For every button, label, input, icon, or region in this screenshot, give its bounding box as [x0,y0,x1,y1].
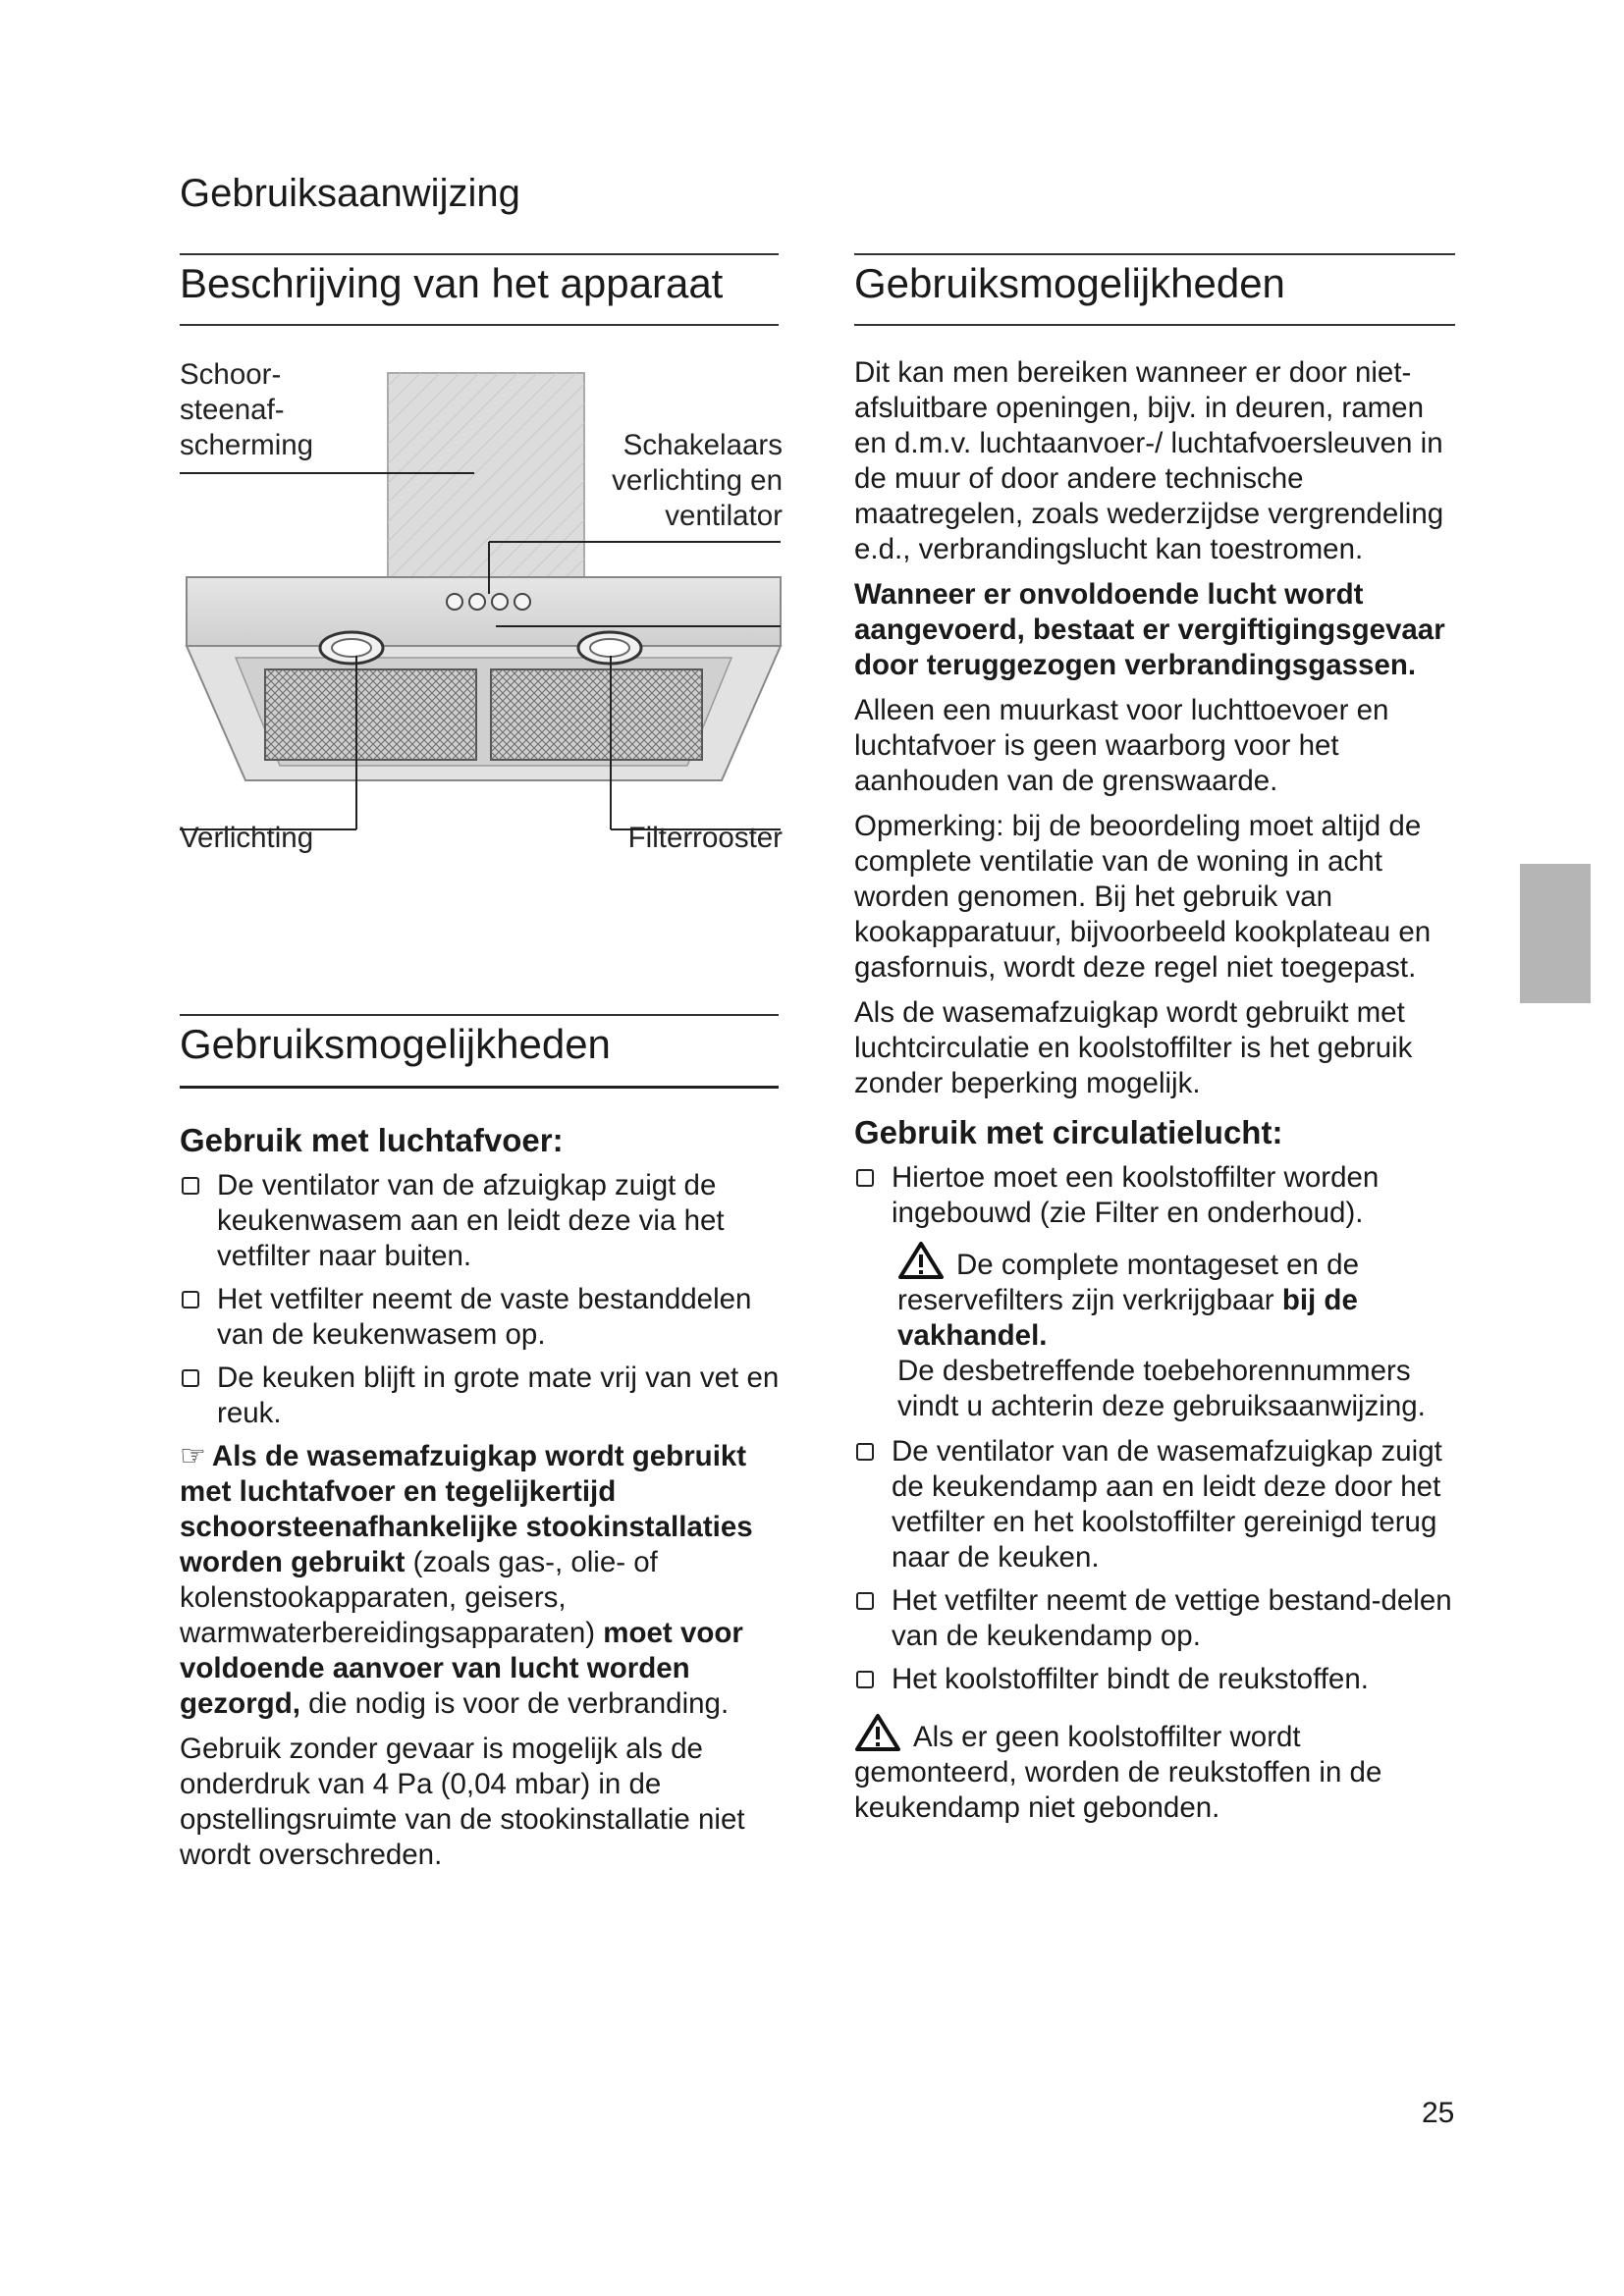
checkbox-bullet-icon [182,1177,199,1195]
section-title-usage-right: Gebruiksmogelijkheden [854,260,1285,306]
warning-no-carbon-filter: Als er geen koolstoffilter wordt gemonteerd, worden de reukstoffen in de keukendamp niet gebonden. [854,1713,1455,1826]
list-item: Hiertoe moet een koolstoffilter worden ingebouwd (zie Filter en onderhoud). [854,1160,1455,1231]
paragraph-remark: Opmerking: bij de beoordeling moet altijd de complete ventilatie van de woning in acht worden genomen. Bij het gebruik van kookapparatuur, bijvoorbeeld kookplateau en gasfornuis, wordt deze regel niet toegepast. [854,810,1432,984]
list-item: De keuken blijft in grote mate vrij van vet en reuk. [180,1361,781,1431]
checkbox-bullet-icon [182,1291,199,1308]
list-item: Het vetfilter neemt de vaste bestanddelen van de keukenwasem op. [180,1282,781,1353]
page-title: Gebruiksaanwijzing [180,172,520,215]
left-usage-body [180,1109,781,1883]
label-switches: Schakelaars verlichting en ventilator [612,429,783,532]
paragraph-pressure: Gebruik zonder gevaar is mogelijk als de onderdruk van 4 Pa (0,04 mbar) in de opstellingsruimte van de stookinstallatie niet wordt overschreden. [180,1733,745,1871]
note-chimney: ☞ Als de wasemafzuigkap wordt gebruikt met luchtafvoer en tegelijkertijd schoorsteenafhankelijke stookinstallaties worden gebruikt (zoals gas-, olie- of kolenstookapparaten, geisers, warmwaterbereidingsapparaten) moet voor voldoende aanvoer van lucht worden gezorgd, die nodig is voor de verbranding. [180,1440,753,1720]
subheading-exhaust: Gebruik met luchtafvoer: [180,1122,564,1158]
divider [180,324,779,326]
label-chimney-cover: Schoor- steenaf- scherming [180,358,314,461]
list-item: Het vetfilter neemt de vettige bestand-delen van de keukendamp op. [854,1583,1455,1654]
list-item: De ventilator van de wasemafzuigkap zuigt de keukendamp aan en leidt deze door het vetfilter en het koolstoffilter gereinigd terug naar de keuken. [854,1434,1455,1575]
section-title-description: Beschrijving van het apparaat [180,260,724,306]
right-usage-body [854,355,1455,1836]
checkbox-bullet-icon [856,1592,874,1610]
checkbox-bullet-icon [856,1443,874,1461]
warning-poisoning: Wanneer er onvoldoende lucht wordt aangevoerd, bestaat er vergiftigingsgevaar door teruggezogen verbrandingsgassen. [854,578,1445,681]
subheading-circulation: Gebruik met circulatielucht: [854,1114,1283,1150]
section-title-usage-left: Gebruiksmogelijkheden [180,1021,611,1067]
paragraph-circulation: Als de wasemafzuigkap wordt gebruikt met luchtcirculatie en koolstoffilter is het gebruik zonder beperking mogelijk. [854,996,1413,1099]
list-item: Het koolstoffilter bindt de reukstoffen. [854,1662,1455,1697]
divider [854,253,1455,255]
label-lighting: Verlichting [180,822,314,854]
paragraph-intro: Dit kan men bereiken wanneer er door niet-afsluitbare openingen, bijv. in deuren, ramen en d.m.v. luchtaanvoer-/ luchtafvoersleuven in de muur of door andere technische maatregelen, zoals wederzijdse vergrendeling e.d., verbrandingslucht kan toestromen. [854,356,1444,565]
pointing-hand-icon: ☞ [180,1440,206,1472]
warning-triangle-icon [897,1241,945,1280]
paragraph-wallbox: Alleen een muurkast voor luchttoevoer en luchtafvoer is geen waarborg voor het aanhouden van de grenswaarde. [854,694,1389,797]
warning-montage-set: De complete montageset en de reservefilters zijn verkrijgbaar bij de vakhandel. De desbetreffende toebehorennummers vindt u achterin deze gebruiksaanwijzing. [854,1241,1455,1424]
divider [180,1014,779,1016]
divider [180,253,779,255]
checkbox-bullet-icon [856,1671,874,1688]
warning-triangle-icon [854,1713,901,1752]
divider [180,1086,779,1089]
chapter-tab [1520,864,1591,1003]
checkbox-bullet-icon [182,1369,199,1387]
label-filter: Filterrooster [627,822,783,854]
divider [854,324,1455,326]
checkbox-bullet-icon [856,1169,874,1187]
hood-front-panel [187,577,781,646]
page-number: 25 [1422,2097,1455,2129]
list-item: De ventilator van de afzuigkap zuigt de keukenwasem aan en leidt deze via het vetfilter naar buiten. [180,1168,781,1274]
